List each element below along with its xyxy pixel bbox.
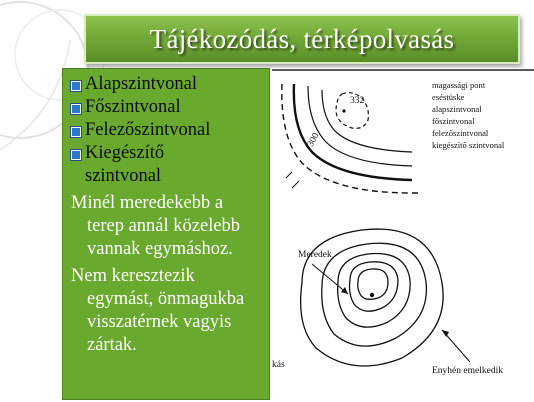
paragraph-closed: Nem keresztezik egymást, önmagukba visszatérnek vagyis zártak. bbox=[71, 266, 245, 355]
bullet-label: Alapszintvonal bbox=[85, 74, 198, 94]
contour-map-drawing bbox=[272, 68, 534, 402]
bullet-item bbox=[71, 119, 263, 142]
gentle-label: Enyhén emelkedik bbox=[432, 366, 503, 376]
paragraph-steepness: Minél meredekebb a terep annál közelebb vannak egymáshoz. bbox=[71, 193, 241, 259]
bullet-item bbox=[71, 96, 263, 119]
square-bullet-icon bbox=[71, 127, 81, 137]
text-panel bbox=[62, 68, 270, 400]
bullet-label: Felezőszintvonal bbox=[85, 120, 211, 140]
title-banner bbox=[84, 14, 520, 64]
bullet-item bbox=[71, 73, 263, 96]
legend-item: kiegészítő szintvonal bbox=[432, 140, 505, 150]
legend-item: magassági pont bbox=[432, 80, 486, 90]
contour-value-label: 300 bbox=[306, 131, 322, 149]
slide-title: Tájékozódás, térképolvasás bbox=[149, 23, 455, 54]
square-bullet-icon bbox=[71, 81, 81, 91]
legend-item: alapszintvonal bbox=[432, 104, 482, 114]
legend-item: főszintvonal bbox=[432, 116, 475, 126]
cut-text: kás bbox=[272, 360, 285, 370]
square-bullet-icon bbox=[71, 104, 81, 114]
bullet-item bbox=[71, 142, 263, 188]
steep-label: Meredek bbox=[298, 250, 332, 260]
legend-item: eséstüske bbox=[432, 92, 465, 102]
bullet-label: Kiegészítő szintvonal bbox=[85, 143, 165, 186]
square-bullet-icon bbox=[71, 150, 81, 160]
contour-map-figure bbox=[272, 68, 534, 402]
bullet-label: Főszintvonal bbox=[85, 97, 181, 117]
legend-item: felezőszintvonal bbox=[432, 128, 489, 138]
spot-height-label: 332 bbox=[350, 96, 365, 106]
